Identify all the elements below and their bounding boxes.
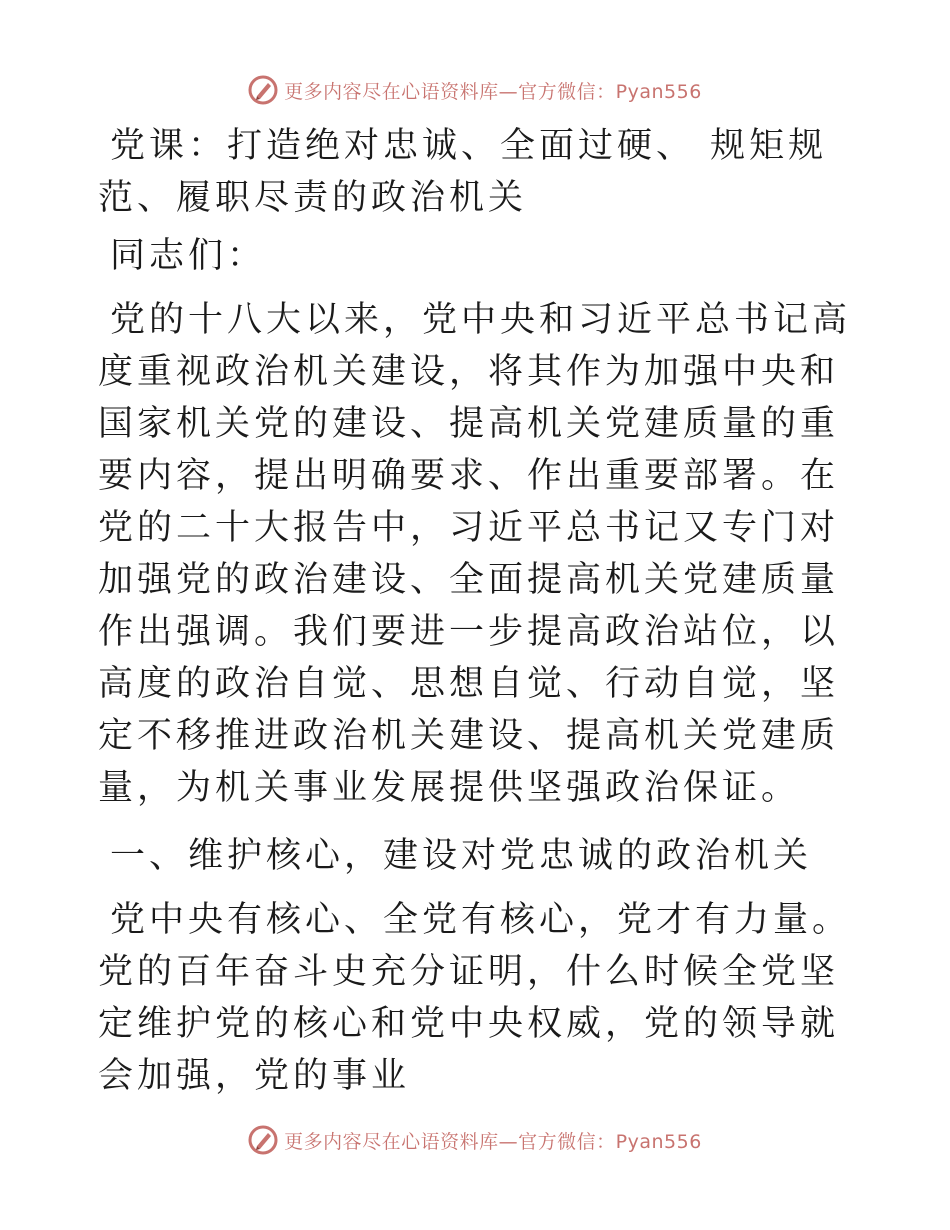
- greeting: 同志们：: [110, 236, 267, 276]
- paragraph-section-1: 党中央有核心、全党有核心，党才有力量。党的百年奋斗史充分证明，什么时候全党坚定维护党的核心和党中央权威，党的领导就会加强，党的事业: [98, 900, 852, 1096]
- document-title: 党课：打造绝对忠诚、全面过硬、 规矩规范、履职尽责的政治机关: [98, 126, 828, 218]
- header-watermark: [0, 70, 950, 110]
- pen-logo-icon: [248, 1125, 278, 1155]
- pen-logo-icon: [248, 75, 278, 105]
- paragraph-intro: 党的十八大以来，党中央和习近平总书记高度重视政治机关建设，将其作为加强中央和国家机关党的建设、提高机关党建质量的重要内容，提出明确要求、作出重要部署。在党的二十大报告中，习近平总书记又专门对加强党的政治建设、全面提高机关党建质量作出强调。我们要进一步提高政治站位，以高度的政治自觉、思想自觉、行动自觉，坚定不移推进政治机关建设、提高机关党建质量，为机关事业发展提供坚强政治保证。: [98, 300, 852, 808]
- watermark-text: 更多内容尽在心语资料库—官方微信：Pyan556: [284, 1130, 702, 1153]
- section-heading-1: 一、维护核心，建设对党忠诚的政治机关: [110, 836, 813, 876]
- footer-watermark: [0, 1120, 950, 1160]
- watermark-text: 更多内容尽在心语资料库—官方微信：Pyan556: [284, 80, 702, 103]
- document-body: [98, 120, 858, 1102]
